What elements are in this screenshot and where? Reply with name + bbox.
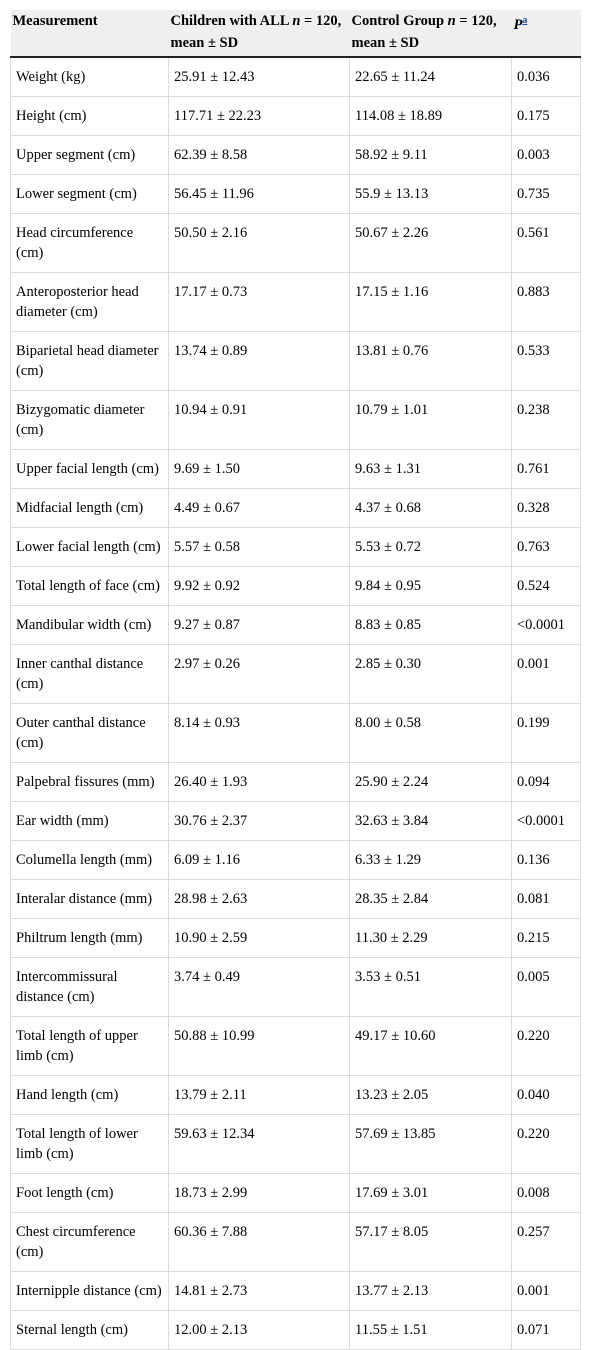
cell-measurement: Ear width (mm) (11, 802, 169, 841)
cell-p-value: 0.081 (512, 880, 581, 919)
table-row (11, 450, 581, 489)
cell-control-value: 49.17 ± 10.60 (350, 1017, 512, 1076)
cell-measurement: Weight (kg) (11, 57, 169, 97)
cell-all-value: 10.94 ± 0.91 (169, 391, 350, 450)
cell-measurement: Total length of upper limb (cm) (11, 1017, 169, 1076)
header-measurement: Measurement (11, 10, 169, 57)
table-row (11, 1213, 581, 1272)
cell-control-value: 5.53 ± 0.72 (350, 528, 512, 567)
cell-control-value: 13.77 ± 2.13 (350, 1272, 512, 1311)
cell-p-value: <0.0001 (512, 802, 581, 841)
footnote-link[interactable]: a (522, 15, 528, 26)
table-row (11, 175, 581, 214)
cell-all-value: 25.91 ± 12.43 (169, 57, 350, 97)
cell-control-value: 9.63 ± 1.31 (350, 450, 512, 489)
cell-control-value: 22.65 ± 11.24 (350, 57, 512, 97)
cell-measurement: Upper segment (cm) (11, 136, 169, 175)
table-row (11, 1174, 581, 1213)
table-container (10, 10, 580, 1350)
cell-p-value: 0.561 (512, 214, 581, 273)
table-row (11, 1076, 581, 1115)
table-row (11, 1272, 581, 1311)
table-row (11, 1311, 581, 1350)
cell-all-value: 3.74 ± 0.49 (169, 958, 350, 1017)
cell-p-value: 0.008 (512, 1174, 581, 1213)
table-row (11, 606, 581, 645)
table-header (11, 10, 581, 57)
cell-control-value: 17.69 ± 3.01 (350, 1174, 512, 1213)
header-p-value: $P^a$ (512, 10, 581, 57)
cell-measurement: Columella length (mm) (11, 841, 169, 880)
cell-measurement: Anteroposterior head diameter (cm) (11, 273, 169, 332)
cell-p-value: 0.036 (512, 57, 581, 97)
table-row (11, 332, 581, 391)
cell-all-value: 8.14 ± 0.93 (169, 704, 350, 763)
cell-all-value: 59.63 ± 12.34 (169, 1115, 350, 1174)
table-row (11, 645, 581, 704)
cell-measurement: Head circumference (cm) (11, 214, 169, 273)
cell-control-value: 32.63 ± 3.84 (350, 802, 512, 841)
cell-measurement: Inner canthal distance (cm) (11, 645, 169, 704)
cell-p-value: 0.763 (512, 528, 581, 567)
cell-measurement: Intercommissural distance (cm) (11, 958, 169, 1017)
cell-control-value: 2.85 ± 0.30 (350, 645, 512, 704)
cell-p-value: 0.220 (512, 1017, 581, 1076)
cell-all-value: 2.97 ± 0.26 (169, 645, 350, 704)
cell-all-value: 17.17 ± 0.73 (169, 273, 350, 332)
table-row (11, 763, 581, 802)
cell-p-value: 0.094 (512, 763, 581, 802)
cell-measurement: Lower segment (cm) (11, 175, 169, 214)
table-row (11, 802, 581, 841)
cell-all-value: 60.36 ± 7.88 (169, 1213, 350, 1272)
cell-measurement: Height (cm) (11, 97, 169, 136)
cell-all-value: 62.39 ± 8.58 (169, 136, 350, 175)
cell-measurement: Internipple distance (cm) (11, 1272, 169, 1311)
cell-control-value: 114.08 ± 18.89 (350, 97, 512, 136)
cell-control-value: 57.69 ± 13.85 (350, 1115, 512, 1174)
table-row (11, 528, 581, 567)
cell-p-value: 0.001 (512, 645, 581, 704)
cell-p-value: 0.071 (512, 1311, 581, 1350)
table-row (11, 273, 581, 332)
table-row (11, 1017, 581, 1076)
cell-p-value: 0.220 (512, 1115, 581, 1174)
cell-measurement: Upper facial length (cm) (11, 450, 169, 489)
cell-all-value: 9.69 ± 1.50 (169, 450, 350, 489)
cell-p-value: 0.040 (512, 1076, 581, 1115)
cell-measurement: Philtrum length (mm) (11, 919, 169, 958)
cell-all-value: 4.49 ± 0.67 (169, 489, 350, 528)
cell-p-value: 0.761 (512, 450, 581, 489)
cell-all-value: 9.92 ± 0.92 (169, 567, 350, 606)
cell-all-value: 9.27 ± 0.87 (169, 606, 350, 645)
cell-control-value: 25.90 ± 2.24 (350, 763, 512, 802)
table-row (11, 136, 581, 175)
header-children-all: Children with ALL n = 120, mean ± SD (169, 10, 350, 57)
table-row (11, 489, 581, 528)
cell-all-value: 28.98 ± 2.63 (169, 880, 350, 919)
cell-all-value: 13.79 ± 2.11 (169, 1076, 350, 1115)
cell-p-value: 0.238 (512, 391, 581, 450)
cell-p-value: 0.735 (512, 175, 581, 214)
cell-p-value: 0.524 (512, 567, 581, 606)
cell-all-value: 18.73 ± 2.99 (169, 1174, 350, 1213)
cell-p-value: 0.257 (512, 1213, 581, 1272)
cell-control-value: 8.83 ± 0.85 (350, 606, 512, 645)
table-row (11, 391, 581, 450)
cell-all-value: 6.09 ± 1.16 (169, 841, 350, 880)
cell-p-value: 0.005 (512, 958, 581, 1017)
cell-measurement: Palpebral fissures (mm) (11, 763, 169, 802)
cell-control-value: 6.33 ± 1.29 (350, 841, 512, 880)
cell-all-value: 5.57 ± 0.58 (169, 528, 350, 567)
cell-all-value: 12.00 ± 2.13 (169, 1311, 350, 1350)
header-control-group: Control Group n = 120, mean ± SD (350, 10, 512, 57)
cell-measurement: Foot length (cm) (11, 1174, 169, 1213)
cell-p-value: 0.328 (512, 489, 581, 528)
cell-control-value: 57.17 ± 8.05 (350, 1213, 512, 1272)
cell-measurement: Outer canthal distance (cm) (11, 704, 169, 763)
cell-measurement: Total length of face (cm) (11, 567, 169, 606)
cell-control-value: 3.53 ± 0.51 (350, 958, 512, 1017)
cell-p-value: 0.199 (512, 704, 581, 763)
cell-control-value: 10.79 ± 1.01 (350, 391, 512, 450)
cell-control-value: 4.37 ± 0.68 (350, 489, 512, 528)
cell-p-value: 0.003 (512, 136, 581, 175)
cell-control-value: 58.92 ± 9.11 (350, 136, 512, 175)
table-row (11, 958, 581, 1017)
cell-p-value: <0.0001 (512, 606, 581, 645)
cell-all-value: 14.81 ± 2.73 (169, 1272, 350, 1311)
table-row (11, 97, 581, 136)
table-row (11, 214, 581, 273)
cell-measurement: Mandibular width (cm) (11, 606, 169, 645)
cell-p-value: 0.175 (512, 97, 581, 136)
table-row (11, 704, 581, 763)
cell-all-value: 50.88 ± 10.99 (169, 1017, 350, 1076)
table-row (11, 880, 581, 919)
cell-all-value: 117.71 ± 22.23 (169, 97, 350, 136)
cell-control-value: 50.67 ± 2.26 (350, 214, 512, 273)
cell-all-value: 13.74 ± 0.89 (169, 332, 350, 391)
cell-measurement: Biparietal head diameter (cm) (11, 332, 169, 391)
cell-measurement: Lower facial length (cm) (11, 528, 169, 567)
table-row (11, 1115, 581, 1174)
table-body (11, 57, 581, 1350)
cell-all-value: 30.76 ± 2.37 (169, 802, 350, 841)
header-row (11, 10, 581, 57)
cell-control-value: 28.35 ± 2.84 (350, 880, 512, 919)
cell-p-value: 0.883 (512, 273, 581, 332)
measurement-table (10, 10, 581, 1350)
cell-control-value: 55.9 ± 13.13 (350, 175, 512, 214)
table-row (11, 841, 581, 880)
cell-measurement: Bizygomatic diameter (cm) (11, 391, 169, 450)
cell-all-value: 10.90 ± 2.59 (169, 919, 350, 958)
cell-p-value: 0.533 (512, 332, 581, 391)
table-row (11, 567, 581, 606)
cell-p-value: 0.136 (512, 841, 581, 880)
cell-p-value: 0.001 (512, 1272, 581, 1311)
cell-measurement: Hand length (cm) (11, 1076, 169, 1115)
cell-control-value: 13.81 ± 0.76 (350, 332, 512, 391)
cell-measurement: Midfacial length (cm) (11, 489, 169, 528)
cell-control-value: 9.84 ± 0.95 (350, 567, 512, 606)
cell-p-value: 0.215 (512, 919, 581, 958)
cell-all-value: 26.40 ± 1.93 (169, 763, 350, 802)
cell-measurement: Sternal length (cm) (11, 1311, 169, 1350)
cell-measurement: Interalar distance (mm) (11, 880, 169, 919)
cell-control-value: 11.30 ± 2.29 (350, 919, 512, 958)
cell-measurement: Chest circumference (cm) (11, 1213, 169, 1272)
cell-control-value: 8.00 ± 0.58 (350, 704, 512, 763)
cell-control-value: 13.23 ± 2.05 (350, 1076, 512, 1115)
cell-all-value: 50.50 ± 2.16 (169, 214, 350, 273)
table-row (11, 57, 581, 97)
table-row (11, 919, 581, 958)
cell-all-value: 56.45 ± 11.96 (169, 175, 350, 214)
cell-control-value: 11.55 ± 1.51 (350, 1311, 512, 1350)
cell-measurement: Total length of lower limb (cm) (11, 1115, 169, 1174)
cell-control-value: 17.15 ± 1.16 (350, 273, 512, 332)
